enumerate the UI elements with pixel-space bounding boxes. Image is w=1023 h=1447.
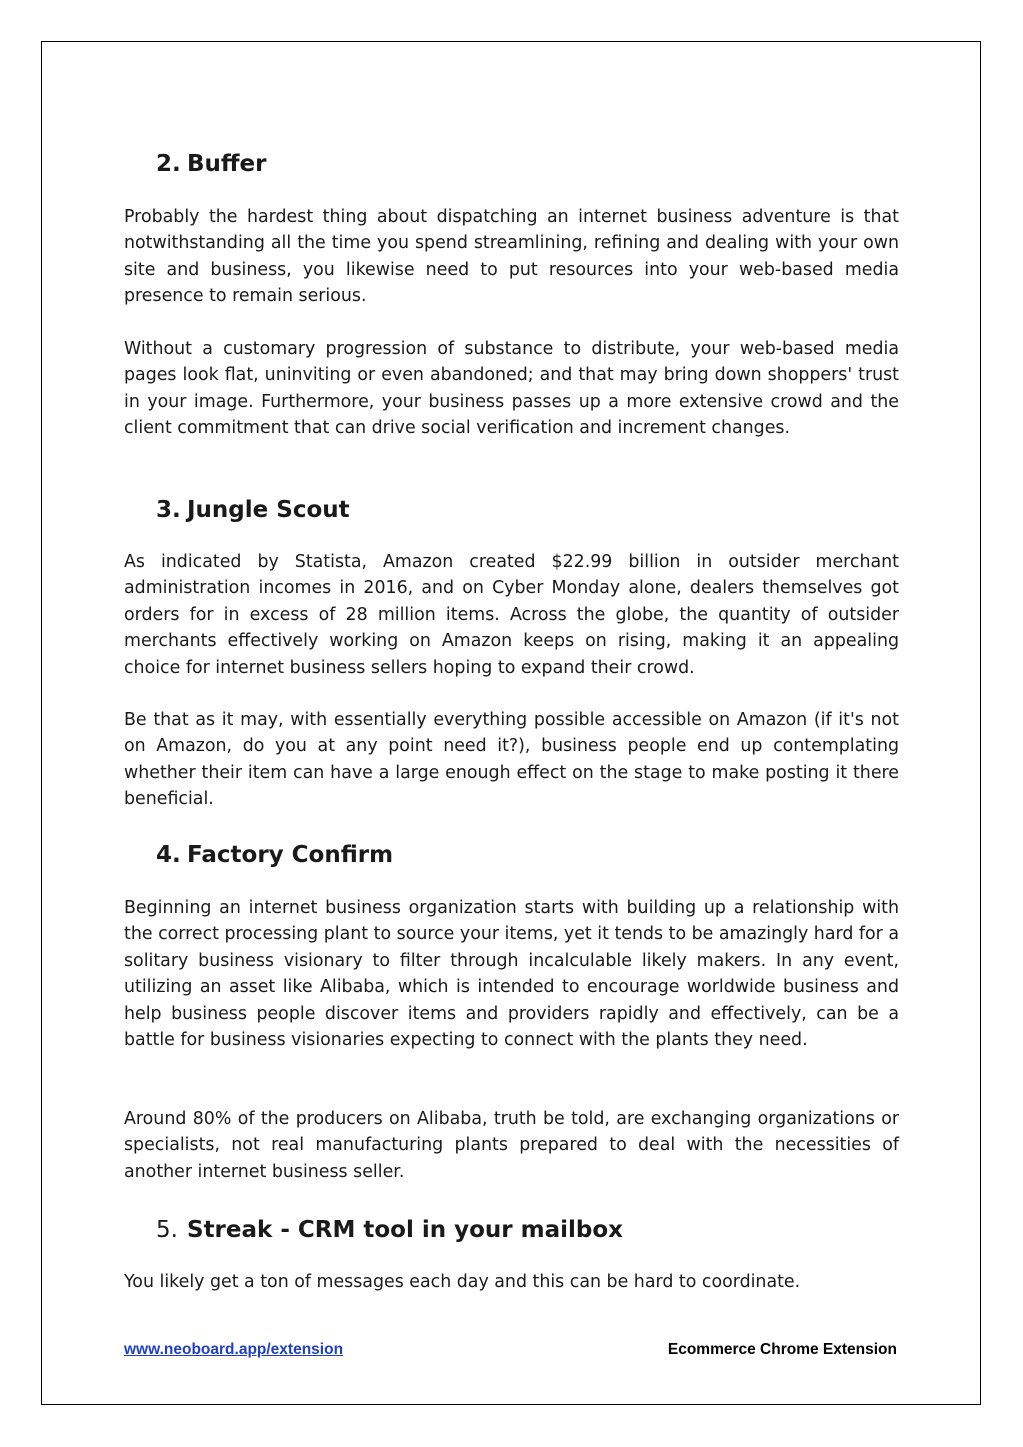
section-heading-jungle-scout [156, 495, 350, 525]
paragraph: Be that as it may, with essentially everything possible accessible on Amazon (if it's not on Amazon, do you at any point need it?), business people end up contemplating whether their item can have a large enough effect on the stage to make posting it there beneficial. [124, 710, 899, 810]
section-title: Streak - CRM tool in your mailbox [187, 1217, 623, 1243]
footer-title: Ecommerce Chrome Extension [667, 1341, 897, 1358]
section-heading-factory-confirm [156, 840, 393, 870]
section-number: 5. [156, 1217, 178, 1243]
section-title: Factory Confirm [187, 842, 394, 868]
paragraph: Probably the hardest thing about dispatching an internet business adventure is that notwithstanding all the time you spend streamlining, refining and dealing with your own site and business, you likewise need to put resources into your web-based media presence to remain serious. [124, 207, 899, 307]
section-number: 3. [156, 497, 181, 523]
section-number: 2. [156, 151, 181, 177]
footer-link[interactable]: www.neoboard.app/extension [124, 1341, 344, 1358]
paragraph: Beginning an internet business organization starts with building up a relationship with the correct processing plant to source your items, yet it tends to be amazingly hard for a solitary business visionary to filter through incalculable likely makers. In any event, utilizing an asset like Alibaba, which is intended to encourage worldwide business and help business people discover items and providers rapidly and effectively, can be a battle for business visionaries expecting to connect with the plants they need. [124, 898, 899, 1051]
section-number: 4. [156, 842, 181, 868]
section-heading-streak [156, 1215, 623, 1245]
paragraph: Without a customary progression of substance to distribute, your web-based media pages look flat, uninviting or even abandoned; and that may bring down shoppers' trust in your image. Furthermore, your business passes up a more extensive crowd and the client commitment that can drive social verification and increment changes. [124, 339, 899, 439]
section-heading-buffer [156, 149, 266, 179]
section-title: Jungle Scout [187, 497, 350, 523]
paragraph: You likely get a ton of messages each day and this can be hard to coordinate. [124, 1272, 801, 1292]
paragraph: Around 80% of the producers on Alibaba, truth be told, are exchanging organizations or specialists, not real manufacturing plants prepared to deal with the necessities of another internet business seller. [124, 1109, 899, 1182]
section-title: Buffer [187, 151, 267, 177]
paragraph: As indicated by Statista, Amazon created $22.99 billion in outsider merchant administration incomes in 2016, and on Cyber Monday alone, dealers themselves got orders for in excess of 28 million items. Across the globe, the quantity of outsider merchants effectively working on Amazon keeps on rising, making it an appealing choice for internet business sellers hoping to expand their crowd. [124, 552, 899, 678]
